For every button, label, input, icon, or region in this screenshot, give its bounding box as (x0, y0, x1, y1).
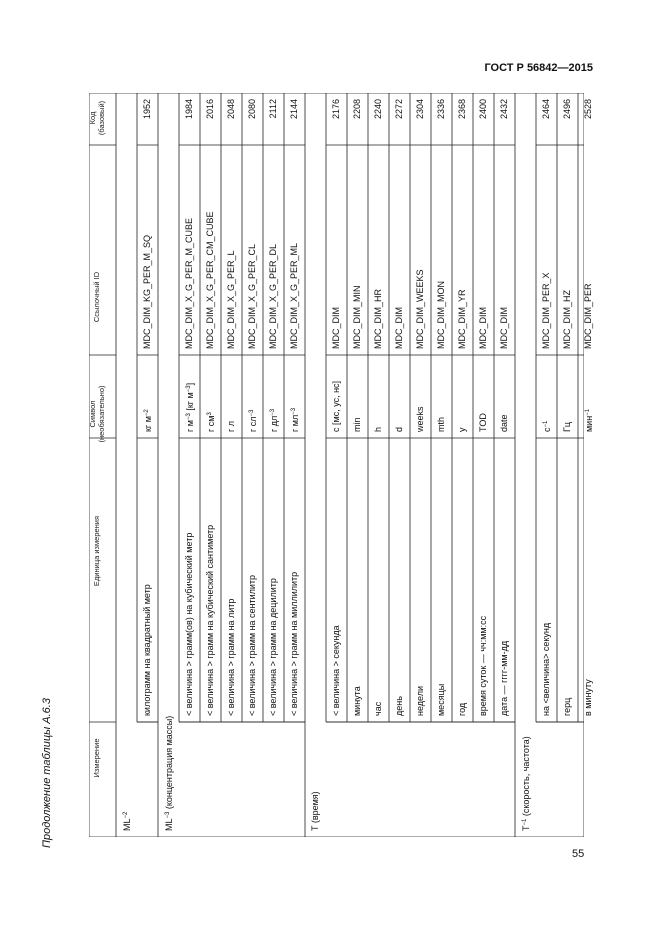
refid-cell: MDC_DIM_X_G_PER_CM_CUBE (205, 211, 215, 349)
unit-cell: день (394, 696, 404, 716)
code-cell: 2464 (541, 99, 551, 120)
refid-cell: MDC_DIM_HR (373, 288, 383, 349)
header-dimension (92, 708, 101, 808)
header-unit-text: Единица измерения (92, 515, 101, 587)
unit-cell: минута (352, 686, 362, 716)
header-unit (92, 466, 101, 636)
unit-cell: килограмм на квадратный метр (142, 584, 152, 716)
sym-main: г л (226, 420, 236, 432)
group-row-label (310, 791, 320, 831)
sym-sup: −3 (270, 408, 276, 416)
symbol-cell (331, 381, 341, 432)
standard-number: ГОСТ Р 56842—2015 (484, 62, 593, 74)
refid-cell: MDC_DIM (394, 307, 404, 349)
code-cell: 2400 (478, 99, 488, 120)
header-refid (92, 227, 101, 367)
code-cell: 2528 (583, 99, 593, 120)
unit-cell: час (373, 701, 383, 716)
dim-sup: −3 (165, 811, 171, 819)
sym-main: h (373, 426, 383, 432)
sym-main: с (542, 427, 552, 432)
refid-cell: MDC_DIM_PER_X (541, 272, 551, 349)
unit-cell: < величина > грамм на миллилитр (289, 571, 299, 716)
dim-main: ML (164, 818, 174, 831)
unit-cell: недели (415, 685, 425, 716)
symbol-cell (289, 408, 300, 432)
dim-main: T (время) (310, 791, 320, 831)
code-cell: 2112 (268, 99, 278, 119)
dim-main: ML (122, 818, 132, 831)
code-cell: 1952 (142, 99, 152, 120)
header-code-line2: (базовый) (97, 100, 106, 136)
code-cell: 2240 (373, 99, 383, 120)
dim-sup: −1 (522, 818, 528, 826)
code-cell: 2496 (562, 99, 572, 120)
group-row-label (520, 736, 531, 831)
refid-cell: MDC_DIM (331, 307, 341, 349)
symbol-cell (205, 412, 216, 432)
sym-main: г мл (290, 414, 300, 432)
code-cell: 2336 (436, 99, 446, 120)
code-cell: 2368 (457, 99, 467, 120)
sym-sup: 3 (207, 412, 213, 416)
sym-main: г сл (248, 416, 258, 432)
sym-sup: −1 (585, 408, 591, 416)
sym-main: г м (185, 420, 195, 432)
symbol-cell (142, 409, 153, 432)
symbol-cell (247, 410, 258, 432)
unit-cell: дата — гггг-мм-дд (499, 640, 509, 716)
sym-sup: −3 (249, 409, 255, 417)
table (88, 93, 594, 837)
sym-main: кг м (143, 416, 153, 432)
sym-main: y (457, 427, 467, 432)
table-caption: Продолжение таблицы А.6.3 (41, 698, 53, 848)
header-dimension-text: Измерение (92, 738, 101, 778)
refid-cell: MDC_DIM (499, 307, 509, 349)
symbol-cell (415, 406, 425, 432)
unit-cell: месяцы (436, 683, 446, 716)
sym-sup: −3 (291, 407, 297, 415)
symbol-cell (373, 427, 383, 432)
symbol-cell (562, 422, 572, 432)
dim-sup: −2 (123, 811, 129, 819)
code-cell: 2272 (394, 99, 404, 120)
code-cell: 2432 (499, 99, 509, 120)
group-row-label (121, 812, 132, 831)
symbol-cell (184, 383, 195, 432)
sym-sup: −1 (543, 420, 549, 428)
group-row-label (163, 716, 174, 831)
sym-main: date (499, 414, 509, 432)
header-symbol (88, 369, 106, 459)
sym-main: TOD (478, 413, 488, 432)
sym-sup2: −3 (186, 385, 192, 393)
unit-cell: год (457, 702, 467, 716)
unit-cell: герц (562, 697, 572, 716)
code-cell: 2176 (331, 99, 341, 120)
header-symbol-line1: Символ (88, 400, 97, 428)
unit-cell: на <величина> секунд (541, 622, 551, 716)
code-cell: 2144 (289, 99, 299, 120)
header-code (88, 95, 106, 141)
unit-cell: < величина > грамм на децилитр (268, 578, 278, 716)
refid-cell: MDC_DIM_X_G_PER_L (226, 250, 236, 349)
sym-main: г дл (269, 415, 279, 432)
sym-main: min (352, 417, 362, 432)
dim-rest: (концентрация массы) (164, 715, 174, 812)
sym-sup: −3 (186, 413, 192, 421)
unit-cell: < величина > грамм на литр (226, 598, 236, 716)
symbol-cell (352, 417, 362, 432)
code-cell: 2048 (226, 99, 236, 120)
refid-cell: MDC_DIM_X_G_PER_CL (247, 243, 257, 349)
dim-main: T (521, 825, 531, 831)
refid-cell: MDC_DIM_MIN (352, 285, 362, 349)
code-cell: 2080 (247, 99, 257, 120)
symbol-cell (583, 409, 594, 432)
sym-sup: −2 (144, 409, 150, 417)
header-code-line1: Код (88, 111, 97, 125)
sym-main: weeks (415, 406, 425, 432)
sym-main: d (394, 426, 404, 432)
unit-cell: < величина > грамм на кубический сантиметр (205, 524, 215, 716)
unit-cell: < величина > секунда (331, 625, 341, 716)
sym-main: Гц (562, 421, 572, 432)
code-cell: 2016 (205, 99, 215, 120)
sym-main: с [мс, ус, нс] (331, 380, 341, 432)
symbol-cell (268, 409, 279, 432)
symbol-cell (457, 428, 467, 433)
sym-main: мин (584, 415, 594, 432)
code-cell: 1984 (184, 99, 194, 120)
refid-cell: MDC_DIM_WEEKS (415, 269, 425, 349)
unit-cell: время суток — чч:мм:сс (478, 615, 488, 716)
unit-cell: < величина > грамм(ов) на кубический метр (184, 532, 194, 716)
page-number: 55 (572, 848, 585, 860)
code-cell: 2208 (352, 99, 362, 120)
dim-rest: (скорость, частота) (521, 736, 531, 819)
symbol-cell (226, 421, 236, 432)
header-refid-text: Ссылочный ID (92, 271, 101, 323)
symbol-cell (436, 417, 446, 432)
sym-main: г см (206, 415, 216, 432)
code-cell: 2304 (415, 99, 425, 120)
refid-cell: MDC_DIM_KG_PER_M_SQ (142, 234, 152, 349)
symbol-cell (478, 413, 488, 432)
refid-cell: MDC_DIM_X_G_PER_DL (268, 243, 278, 349)
header-symbol-line2: (необязательно) (97, 385, 106, 443)
sym-rest: [кг м (185, 392, 195, 414)
refid-cell: MDC_DIM_X_G_PER_ML (289, 242, 299, 349)
refid-cell: MDC_DIM_YR (457, 289, 467, 349)
refid-cell: MDC_DIM_HZ (562, 289, 572, 349)
symbol-cell (541, 421, 552, 432)
symbol-cell (394, 427, 404, 432)
unit-cell: < величина > грамм на сентилитр (247, 574, 257, 716)
unit-cell: в минуту (583, 679, 593, 716)
refid-cell: MDC_DIM_PER (583, 283, 593, 349)
sym-main: mth (436, 416, 446, 432)
refid-cell: MDC_DIM_X_G_PER_M_CUBE (184, 217, 194, 349)
refid-cell: MDC_DIM (478, 307, 488, 349)
sym-end: ] (185, 382, 195, 386)
refid-cell: MDC_DIM_MON (436, 280, 446, 349)
symbol-cell (499, 414, 509, 432)
